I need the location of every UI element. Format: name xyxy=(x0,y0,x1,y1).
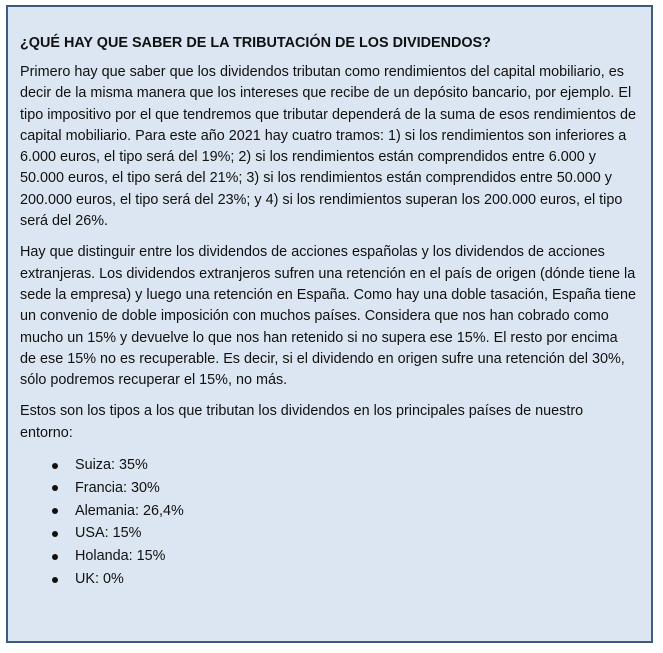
bullet-icon xyxy=(52,554,58,560)
list-item xyxy=(20,545,637,568)
bullet-icon xyxy=(52,531,58,537)
list-item xyxy=(20,500,637,523)
country-rate-text: UK: 0% xyxy=(75,571,124,588)
country-rate-text: Francia: 30% xyxy=(75,479,160,496)
bullet-icon xyxy=(52,463,58,469)
country-rate-text: Holanda: 15% xyxy=(75,548,166,565)
list-item xyxy=(20,568,637,591)
list-item xyxy=(20,454,637,477)
country-rate-text: Alemania: 26,4% xyxy=(75,502,184,519)
bullet-icon xyxy=(52,508,58,514)
country-rate-text: USA: 15% xyxy=(75,525,142,542)
bullet-icon xyxy=(52,485,58,491)
paragraph-tax-rates: Primero hay que saber que los dividendos tributan como rendimientos del capital mobiliario, es decir de la misma manera que los intereses que recibe de un depósito bancario, por ejemplo. El tipo impositivo por el que tendremos que tributar dependerá de la suma de esos rendimientos de capital mobiliario. Para este año 2021 hay cuatro tramos: 1) si los rendimientos son inferiores a 6.000 euros, el tipo será del 19%; 2) si los rendimientos están comprendidos entre 6.000 y 50.000 euros, el tipo será del 21%; 3) si los rendimientos están comprendidos entre 50.000 y 200.000 euros, el tipo será del 23%; y 4) si los rendimientos superan los 200.000 euros, el tipo será del 26%. xyxy=(20,64,636,230)
dividend-tax-info-box xyxy=(6,5,653,643)
country-rate-text: Suiza: 35% xyxy=(75,457,148,474)
list-item xyxy=(20,477,637,500)
list-item xyxy=(20,522,637,545)
box-title: ¿QUÉ HAY QUE SABER DE LA TRIBUTACIÓN DE LOS DIVIDENDOS? xyxy=(20,35,491,51)
country-rates-list xyxy=(20,454,637,591)
paragraph-countries-intro: Estos son los tipos a los que tributan los dividendos en los principales países de nuestro entorno: xyxy=(20,403,584,441)
bullet-icon xyxy=(52,577,58,583)
paragraph-foreign-dividends: Hay que distinguir entre los dividendos de acciones españolas y los dividendos de acciones extranjeras. Los dividendos extranjeros sufren una retención en el país de origen (dónde tiene la sede la empresa) y luego una retención en España. Como hay una doble tasación, España tiene un convenio de doble imposición con muchos países. Considera que nos han cobrado como mucho un 15% y devuelve lo que nos han retenido si no supera ese 15%. El resto por encima de ese 15% no es recuperable. Es decir, si el dividendo en origen sufre una retención del 30%, sólo podremos recuperar el 15%, no más. xyxy=(20,244,637,389)
